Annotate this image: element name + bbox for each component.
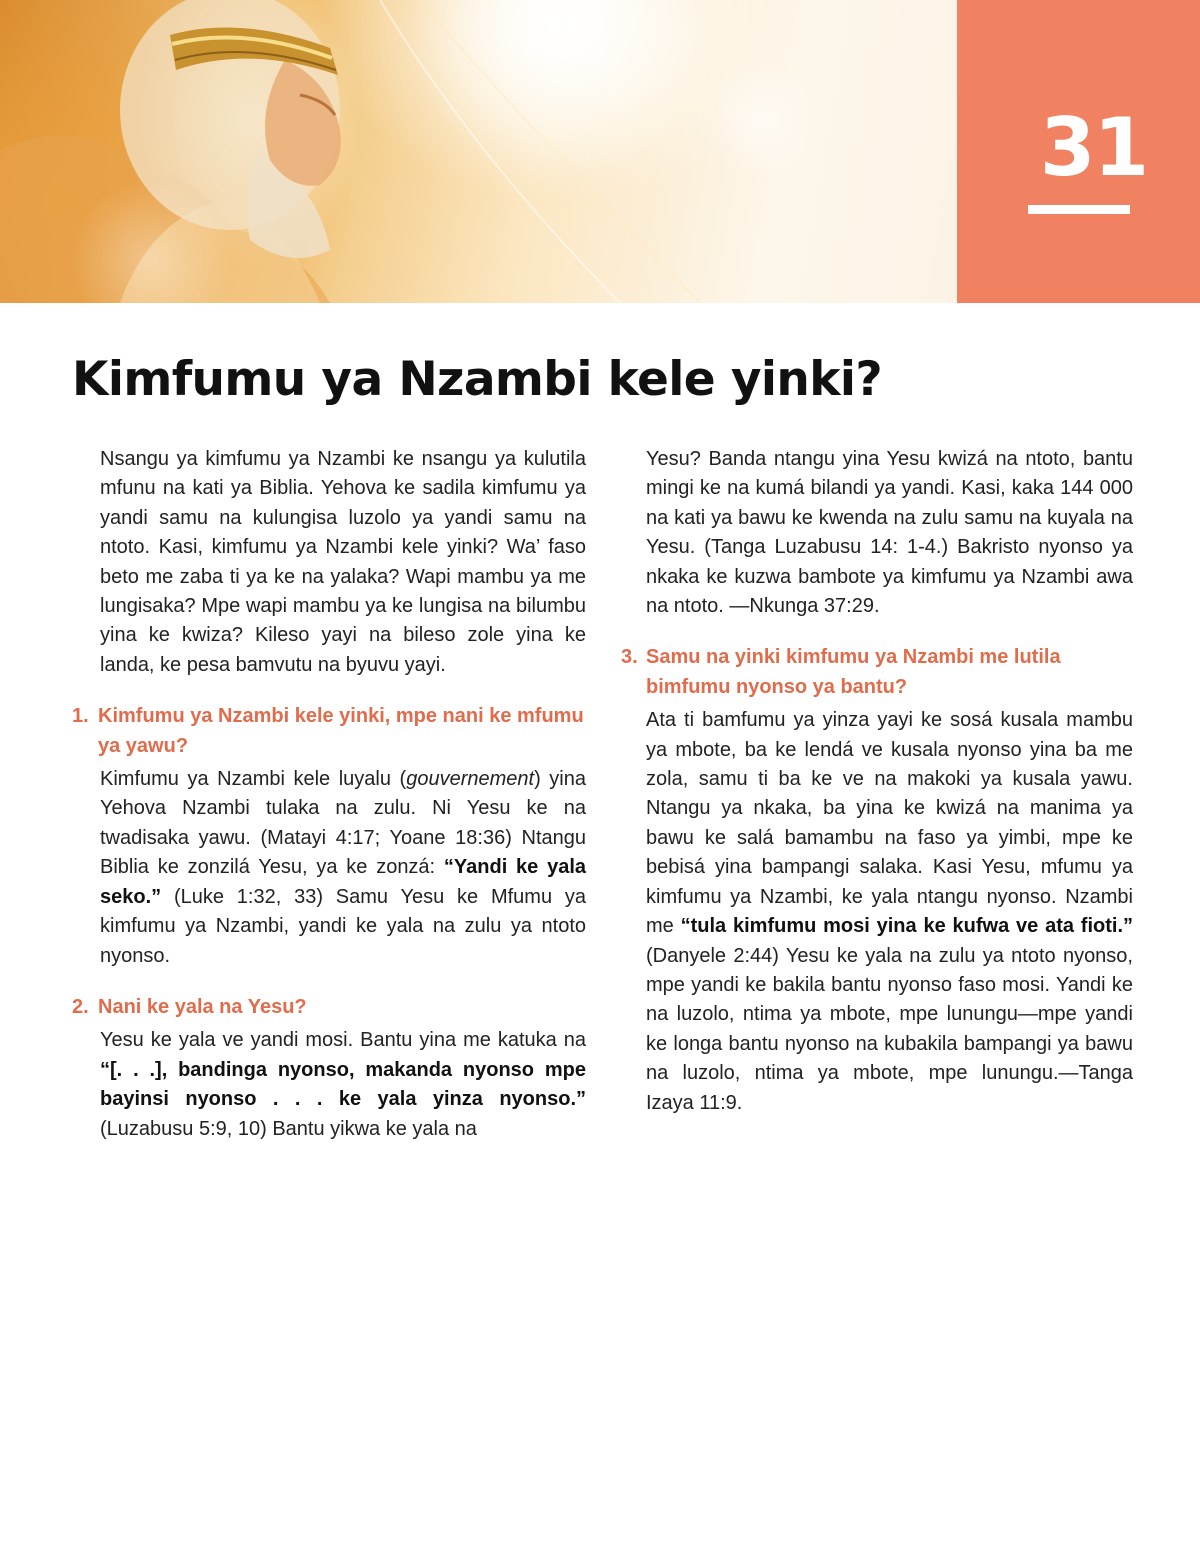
question-text: Kimfumu ya Nzambi kele yinki, mpe nani ke mfumu ya yawu? <box>98 705 584 757</box>
answer-paragraph-3 <box>646 706 1133 1118</box>
question-heading-1 <box>72 702 586 761</box>
chapter-badge <box>957 0 1200 303</box>
question-number: 2. <box>72 995 89 1018</box>
chapter-number: 31 <box>1039 101 1148 194</box>
crowned-king-icon <box>0 0 957 303</box>
text-run: Ata ti bamfumu ya yinza yayi ke sosá kusala mambu ya mbote, ba ke lendá ve kusala nyonso yina ba me zola, samu ti ba ke ve na makoki ya kusala yawu. Ntangu ya nkaka, ba yina ke kwizá na manima ya bawu ke salá bamambu na faso ya yimbi, mpe ke bebisá yina bampangi salaka. Kasi Yesu, mfumu ya kimfumu ya Nzambi, ke yala ntangu nyonso. Nzambi me <box>646 709 1133 938</box>
text-run: Yesu ke yala ve yandi mosi. Bantu yina me katuka na <box>100 1029 586 1052</box>
italic-term: gouvernement <box>406 768 535 791</box>
bold-quote: “Yandi ke yala seko.” <box>100 856 586 908</box>
hero-image <box>0 0 957 303</box>
answer-paragraph-2-continued: Yesu? Banda ntangu yina Yesu kwizá na ntoto, bantu mingi ke na kumá bilandi ya yandi. Kasi, kaka 144 000 na kati ya bawu ke kwenda na zulu samu na kuyala na Yesu. (Tanga Luzabusu 14: 1-4.) Bakristo nyonso ya nkaka ke kuzwa bambote ya kimfumu ya Nzambi awa na ntoto. —Nkunga 37:29. <box>646 448 1133 618</box>
question-heading-2 <box>72 993 586 1022</box>
text-run: (Luzabusu 5:9, 10) Bantu yikwa ke yala na <box>100 1117 477 1140</box>
bold-quote: “tula kimfumu mosi yina ke kufwa ve ata fioti.” <box>680 915 1133 938</box>
answer-paragraph-1 <box>100 765 586 971</box>
question-text: Samu na yinki kimfumu ya Nzambi me lutila bimfumu nyonso ya bantu? <box>646 646 1061 698</box>
question-text: Nani ke yala na Yesu? <box>98 995 307 1018</box>
intro-paragraph: Nsangu ya kimfumu ya Nzambi ke nsangu ya kulutila mfunu na kati ya Biblia. Yehova ke sadila kimfumu ya yandi samu na kulungisa luzolo ya yandi samu na ntoto. Kasi, kimfumu ya Nzambi kele yinki? Wa’ faso beto me zaba ti ya ke na yalaka? Wapi mambu ya me lungisaka? Mpe wapi mambu ya ke lungisa na bilumbu yina ke kwiza? Kileso yayi na bileso zole yina ke landa, ke pesa bamvutu na byuvu yayi. <box>100 448 586 676</box>
question-heading-3 <box>621 643 1133 702</box>
text-run: (Luke 1:32, 33) Samu Yesu ke Mfumu ya kimfumu ya Nzambi, yandi ke yala na zulu ya ntoto nyonso. <box>100 885 586 967</box>
left-column <box>72 445 586 1144</box>
question-number: 3. <box>621 646 638 669</box>
question-number: 1. <box>72 705 89 728</box>
text-run: Kimfumu ya Nzambi kele luyalu ( <box>100 768 407 791</box>
text-run: ) yina Yehova Nzambi tulaka na zulu. Ni Yesu ke na twadisaka yawu. (Matayi 4:17; Yoane 18:36) Ntangu Biblia ke zonzilá Yesu, ya ke zonzá: <box>100 768 586 879</box>
bold-quote: “[. . .], bandinga nyonso, makanda nyonso mpe bayinsi nyonso . . . ke yala yinza nyonso.” <box>100 1058 586 1111</box>
chapter-underline <box>1028 205 1130 214</box>
text-run: (Danyele 2:44) Yesu ke yala na zulu ya ntoto nyonso, mpe yandi ke bakila bantu nyonso faso mosi. Yandi ke na luzolo, ntima ya mbote, mpe lunungu—mpe yandi ke longa bantu nyonso na kubakila bampangi ya bawu na luzolo, ntima ya mbote, mpe lunungu.—Tanga Izaya 11:9. <box>646 944 1133 1114</box>
page-title: Kimfumu ya Nzambi kele yinki? <box>72 352 883 407</box>
right-column <box>621 445 1133 1118</box>
answer-paragraph-2 <box>100 1026 586 1144</box>
